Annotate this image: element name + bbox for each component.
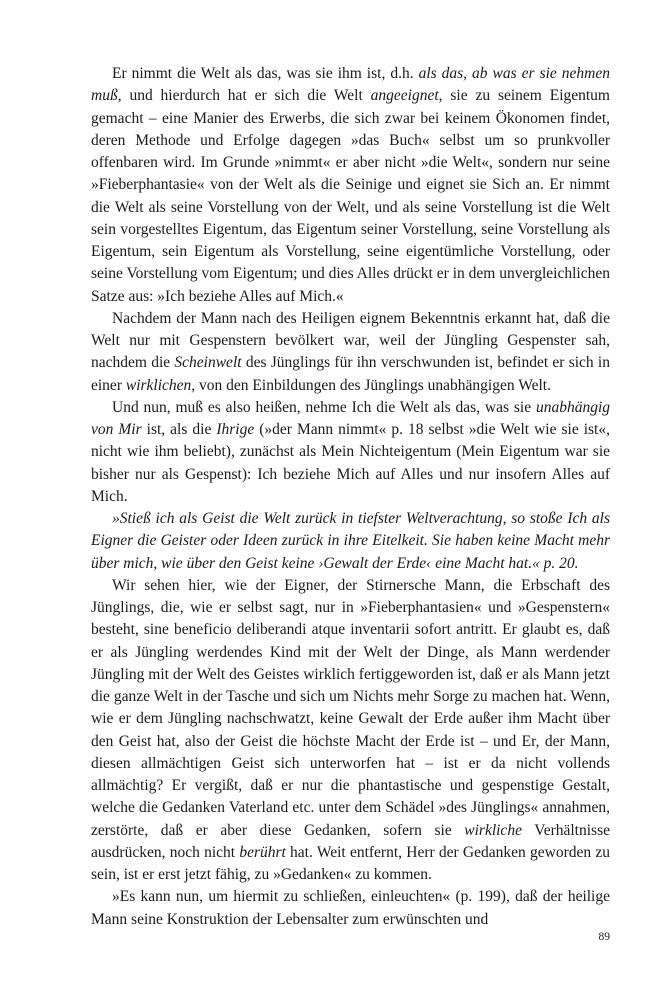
text-run: »Es kann nun, um hiermit zu schließen, einleuchten« (p. 199), daß der heilige Mann seine Konstruktion der Lebensalter zum erwünschten und	[91, 888, 610, 928]
text-run: Und nun, muß es also heißen, nehme Ich die Welt als das, was sie	[112, 398, 536, 416]
text-run: , von den Einbildungen des Jünglings unabhängigen Welt.	[191, 376, 551, 394]
paragraph	[91, 508, 610, 575]
body-text	[91, 63, 610, 931]
italic-text-run: »Stieß ich als Geist die Welt zurück in tiefster Weltverachtung, so stoße Ich als Eigner die Geister oder Ideen zurück in ihre Eitelkeit. Sie haben keine Macht mehr über mich, wie über den Geist keine ›Gewalt der Erde‹ eine Macht hat.« p. 20.	[91, 510, 610, 572]
text-run: Nachdem der Mann nach des Heiligen eignem Bekenntnis erkannt hat, daß die Welt nur mit Gespenstern bevölkert war, weil der Jüngling Gespenster sah, nachdem die	[91, 309, 610, 372]
text-run: (»der Mann nimmt« p. 18 selbst »die Welt wie sie ist«, nicht wie ihm beliebt), zunächst als Mein Nichteigentum (Mein Eigentum war sie bisher nur als Gespenst): Ich beziehe Mich auf Alles und nur insofern Alles auf Mich.	[91, 421, 610, 505]
text-run: Er nimmt die Welt als das, was sie ihm ist, d.h.	[112, 65, 419, 82]
italic-text-run: wirklichen	[125, 376, 192, 394]
italic-text-run: unabhängig von Mir	[91, 398, 610, 438]
paragraph	[91, 575, 610, 887]
text-run: hat. Weit entfernt, Herr der Gedanken geworden zu sein, ist er erst jetzt fähig, zu »Gedanken« zu kommen.	[91, 843, 610, 883]
page-number: 89	[598, 931, 610, 943]
italic-text-run: als das, ab was er sie nehmen muß	[91, 65, 610, 105]
paragraph	[91, 63, 610, 308]
text-run: , sie zu seinem Eigentum gemacht – eine Manier des Erwerbs, die sich zwar bei keinem Ökonomen findet, deren Methode und Erfolge dagegen »das Buch« selbst um so prunkvoller offenbaren wird. Im Grunde »nimmt« er aber nicht »die Welt«, sondern nur seine »Fieberphantasie« von der Welt als die Seinige und eignet sie Sich an. Er nimmt die Welt als seine Vorstellung von der Welt, und als seine Vorstellung ist die Welt sein vorgestelltes Eigentum, das Eigentum seiner Vorstellung, seine Vorstellung als Eigentum, sein Eigentum als Vorstellung, seine eigentümliche Vorstellung, oder seine Vorstellung vom Eigentum; und dies Alles drückt er in dem unvergleichlichen Satze aus: »Ich beziehe Alles auf Mich.«	[91, 87, 610, 305]
text-run: ist, als die	[141, 421, 217, 438]
italic-text-run: angeeignet	[370, 87, 439, 105]
italic-text-run: wirkliche	[464, 821, 522, 839]
text-run: des Jünglings für ihn verschwunden ist, befindet er sich in einer	[91, 354, 610, 394]
text-run: Verhältnisse ausdrücken, noch nicht	[91, 821, 610, 861]
italic-text-run: berührt	[239, 843, 286, 861]
italic-text-run: Scheinwelt	[174, 354, 242, 372]
text-run: , und hierdurch hat er sich die Welt	[117, 87, 371, 105]
paragraph	[91, 886, 610, 931]
italic-text-run: Ihrige	[216, 421, 255, 438]
text-run: Wir sehen hier, wie der Eigner, der Stirnersche Mann, die Erbschaft des Jünglings, die, wie er selbst sagt, nur in »Fieberphantasien« und »Gespenstern« besteht, sine beneficio deliberandi atque inventarii sofort antritt. Er glaubt es, daß er als Jüngling werdendes Kind mit der Welt der Dinge, als Mann werdender Jüngling mit der Welt des Geistes wirklich fertiggeworden ist, daß er als Mann jetzt die ganze Welt in der Tasche und sich um Nichts mehr Sorge zu machen hat. Wenn, wie er dem Jüngling nachschwatzt, keine Gewalt der Erde außer ihm Macht über den Geist hat, also der Geist die höchste Macht der Erde ist – und Er, der Mann, diesen allmächtigen Geist sich unterworfen hat – ist er da nicht vollends allmächtig? Er vergißt, daß er nur die phantastische und gespenstige Gestalt, welche die Gedanken Vaterland etc. unter dem Schädel »des Jünglings« annahmen, zerstörte, daß er aber diese Gedanken, sofern sie	[91, 576, 610, 839]
paragraph	[91, 308, 610, 397]
paragraph	[91, 397, 610, 508]
